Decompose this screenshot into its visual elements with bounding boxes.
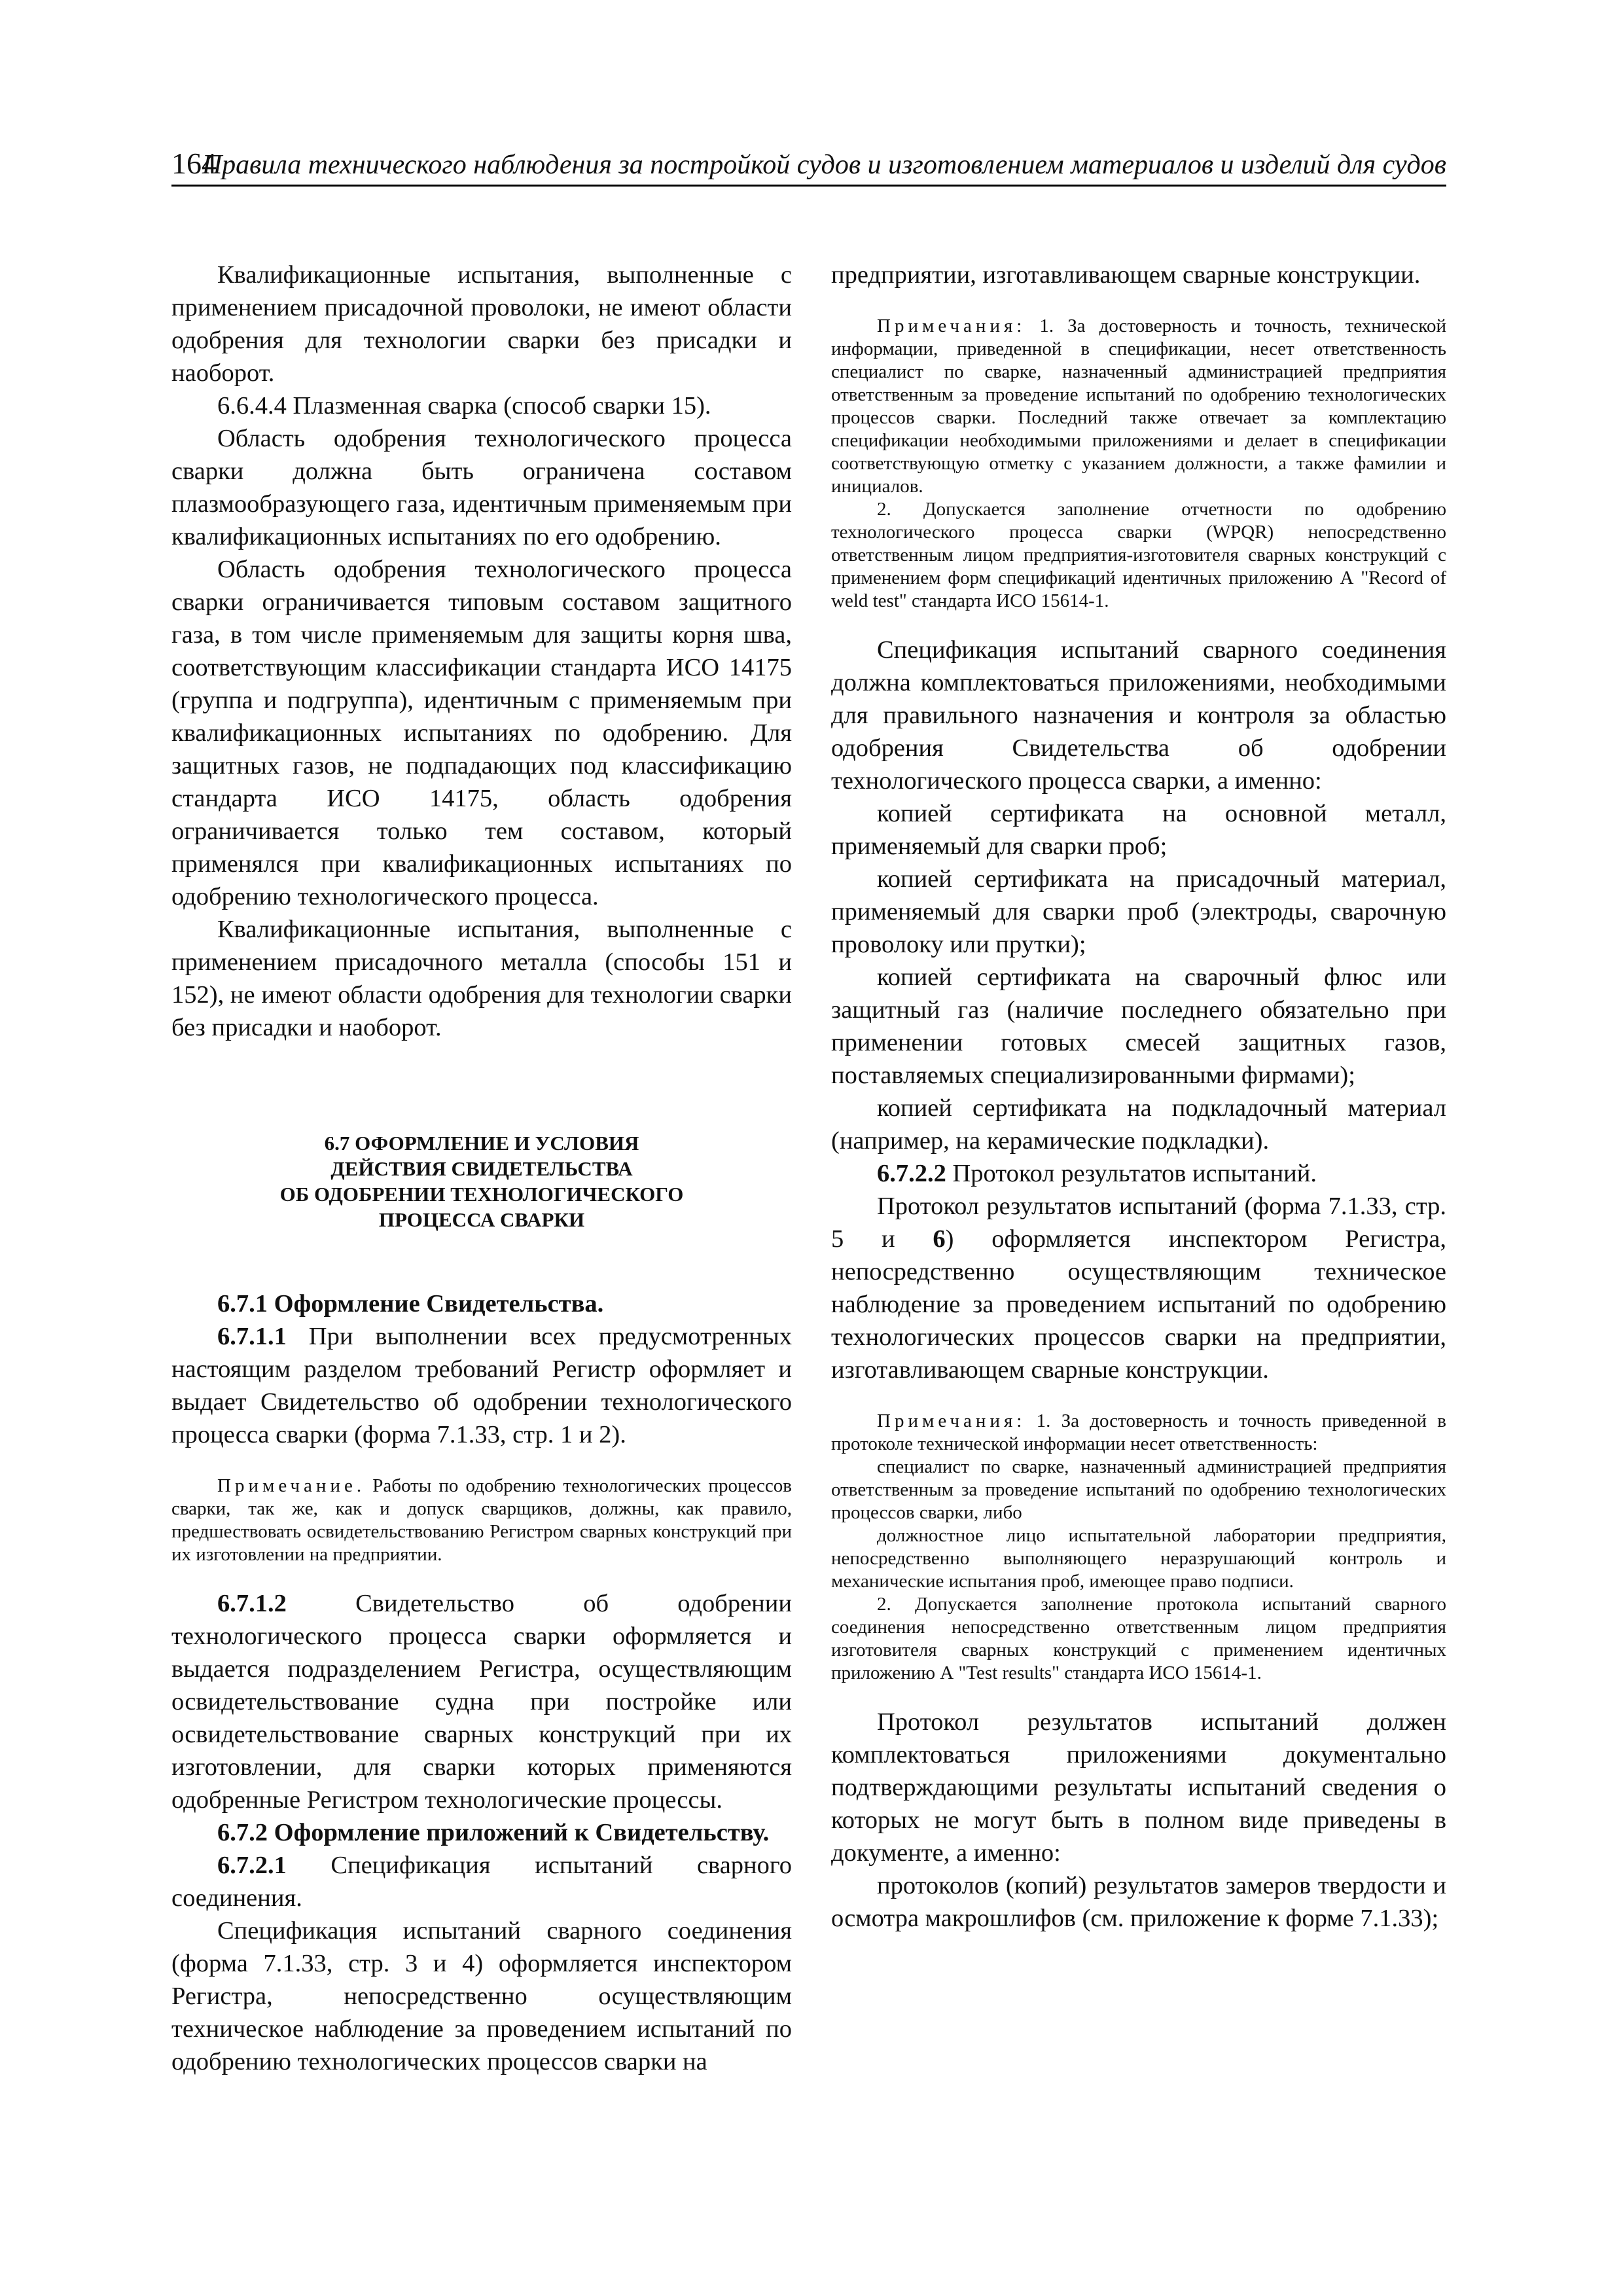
note-block: [831, 1410, 1446, 1685]
paragraph: Квалификационные испытания, выполненные с применением присадочной проволоки, не имеют области одобрения для технологии сварки без присадки и наоборот.: [171, 261, 792, 387]
clause-number: 6.6.4.4: [217, 392, 287, 420]
note: 2. Допускается заполнение протокола испытаний сварного соединения непосредственно ответственным лицом предприятия изготовителя сварных конструкций с применением идентичных приложению А "Test results" стандарта ИСО 15614-1.: [831, 1594, 1446, 1683]
note-label: Примечание.: [217, 1475, 366, 1496]
note: [831, 1410, 1446, 1456]
text-run: Протокол результатов испытаний (форма 7.1.33, стр. 5 и: [831, 1193, 1446, 1253]
note: должностное лицо испытательной лаборатории предприятия, непосредственно выполняющего неразрушающий контроль и механические испытания проб, имеющее право подписи.: [831, 1525, 1446, 1592]
list-item: копией сертификата на присадочный материал, применяемый для сварки проб (электроды, сварочную проволоку или прутки);: [831, 865, 1446, 958]
right-column: [831, 259, 1446, 1935]
clause-6-7-2-2: [831, 1157, 1446, 1190]
note-text: 1. За достоверность и точность, технической информации, приведенной в спецификации, несет ответственность специалист по сварке, назначенный администрацией предприятия ответственным за проведение испытаний по одобрению технологических процессов сварки. Последний также отвечает за комплектацию спецификации необходимыми приложениями и делает в спецификации соответствующую отметку с указанием должности, а также фамилии и инициалов.: [831, 315, 1446, 497]
clause-number: 6.7.1.2: [217, 1590, 287, 1617]
clause-6-6-4-4: [171, 389, 792, 422]
clause-text: Спецификация испытаний сварного соединения.: [171, 1852, 792, 1912]
list-item: копией сертификата на основной металл, применяемый для сварки проб;: [831, 800, 1446, 860]
paragraph: Спецификация испытаний сварного соединения должна комплектоваться приложениями, необходимыми для правильного назначения и контроля за областью одобрения Свидетельства об одобрении технологического процесса сварки, а именно:: [831, 636, 1446, 795]
text-run: ) оформляется инспектором Регистра, непосредственно осуществляющим техническое наблюдение за проведением испытаний по одобрению технологических процессов сварки на предприятии, изготавливающем сварные конструкции.: [831, 1225, 1446, 1384]
note-label: Примечания:: [877, 315, 1026, 336]
paragraph: Протокол результатов испытаний должен комплектоваться приложениями документально подтверждающими результаты испытаний сведения о которых не могут быть в полном виде приведены в документе, а именно:: [831, 1708, 1446, 1867]
running-title: Правила технического наблюдения за постройкой судов и изготовлением материалов и изделий для судов: [202, 150, 1446, 180]
clause-6-7-1-2: [171, 1587, 792, 1816]
clause-text: Свидетельство об одобрении технологического процесса сварки оформляется и выдается подразделением Регистра, осуществляющим освидетельствование судна при постройке или освидетельствование сварных конструкций при их изготовлении, для сварки которых применяются одобренные Регистром технологические процессы.: [171, 1590, 792, 1814]
clause-number: 6.7.2.1: [217, 1852, 287, 1879]
note-text: 1. За достоверность и точность приведенной в протоколе технической информации несет ответственность:: [831, 1410, 1446, 1454]
note-block: [171, 1475, 792, 1566]
subsection-heading-6-7-2: 6.7.2 Оформление приложений к Свидетельству.: [217, 1819, 770, 1846]
section-heading-line: 6.7 ОФОРМЛЕНИЕ И УСЛОВИЯ: [324, 1132, 639, 1155]
note: 2. Допускается заполнение отчетности по одобрению технологического процесса сварки (WPQR) непосредственно ответственным лицом предприятия-изготовителя сварных конструкций с применением форм спецификаций идентичных приложению А "Record of weld test" стандарта ИСО 15614-1.: [831, 499, 1446, 611]
left-column: [171, 259, 792, 2078]
clause-6-7-1-1: [171, 1320, 792, 1451]
section-heading-6-7: [171, 1130, 792, 1232]
note-block: [831, 315, 1446, 613]
paragraph: Область одобрения технологического процесса сварки ограничивается типовым составом защитного газа, в том числе применяемым для защиты корня шва, соответствующим классификации стандарта ИСО 14175 (группа и подгруппа), идентичным с применяемым при квалификационных испытаниях по одобрению. Для защитных газов, не подпадающих под классификацию стандарта ИСО 14175, область одобрения ограничивается только тем составом, который применялся при квалификационных испытаниях по одобрению технологического процесса.: [171, 556, 792, 910]
note: [831, 315, 1446, 498]
list-item: копией сертификата на сварочный флюс или защитный газ (наличие последнего обязательно при применении готовых смесей защитных газов, поставляемых специализированными фирмами);: [831, 963, 1446, 1089]
note-text: Работы по одобрению технологических процессов сварки, так же, как и допуск сварщиков, должны, как правило, предшествовать освидетельствованию Регистром сварных конструкций при их изготовлении на предприятии.: [171, 1475, 792, 1565]
clause-text: Протокол результатов испытаний.: [946, 1160, 1317, 1187]
paragraph: [831, 1190, 1446, 1386]
subsection-heading-6-7-1: 6.7.1 Оформление Свидетельства.: [217, 1290, 604, 1318]
section-heading-line: ОБ ОДОБРЕНИИ ТЕХНОЛОГИЧЕСКОГО: [279, 1183, 684, 1206]
paragraph: Область одобрения технологического процесса сварки должна быть ограничена составом плазмообразующего газа, идентичным применяемым при квалификационных испытаниях по его одобрению.: [171, 425, 792, 550]
clause-text: Плазменная сварка (способ сварки 15).: [286, 392, 711, 420]
clause-number: 6.7.1.1: [217, 1323, 287, 1350]
clause-6-7-2-1: [171, 1849, 792, 1914]
clause-number: 6.7.2.2: [877, 1160, 946, 1187]
note: [171, 1475, 792, 1566]
page-number: 164: [171, 147, 217, 180]
paragraph: предприятии, изготавливающем сварные конструкции.: [831, 261, 1421, 289]
list-item: копией сертификата на подкладочный материал (например, на керамические подкладки).: [831, 1094, 1446, 1155]
section-heading-line: ДЕЙСТВИЯ СВИДЕТЕЛЬСТВА: [330, 1157, 633, 1180]
text-run-bold: 6: [933, 1225, 946, 1253]
note: специалист по сварке, назначенный администрацией предприятия ответственным за проведение испытаний по одобрению технологических процессов сварки, либо: [831, 1456, 1446, 1523]
list-item: протоколов (копий) результатов замеров твердости и осмотра макрошлифов (см. приложение к форме 7.1.33);: [831, 1872, 1446, 1932]
page-header: [171, 145, 1446, 187]
note-label: Примечания:: [877, 1410, 1026, 1431]
clause-text: При выполнении всех предусмотренных настоящим разделом требований Регистр оформляет и выдает Свидетельство об одобрении технологического процесса сварки (форма 7.1.33, стр. 1 и 2).: [171, 1323, 792, 1448]
paragraph: Квалификационные испытания, выполненные с применением присадочного металла (способы 151 и 152), не имеют области одобрения для технологии сварки без присадки и наоборот.: [171, 916, 792, 1041]
section-heading-line: ПРОЦЕССА СВАРКИ: [378, 1208, 585, 1231]
paragraph: Спецификация испытаний сварного соединения (форма 7.1.33, стр. 3 и 4) оформляется инспектором Регистра, непосредственно осуществляющим техническое наблюдение за проведением испытаний по одобрению технологических процессов сварки на: [171, 1917, 792, 2075]
